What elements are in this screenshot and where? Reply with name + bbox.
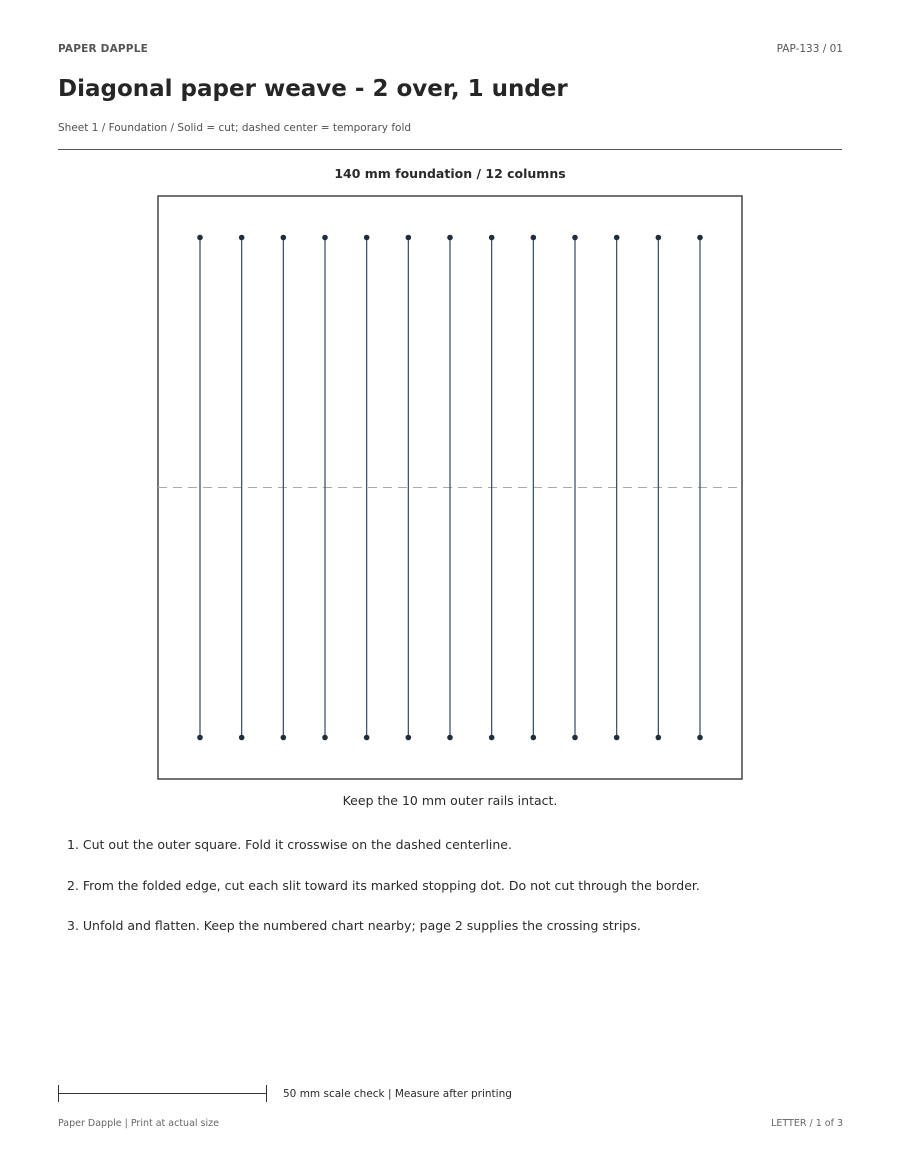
slit-stop-dot-12-bottom <box>656 735 662 741</box>
figure-title: 140 mm foundation / 12 columns <box>334 166 566 181</box>
figure-caption: Keep the 10 mm outer rails intact. <box>342 793 558 808</box>
slit-stop-dot-11-bottom <box>614 735 620 741</box>
scale-bar-line <box>58 1093 267 1094</box>
page-subtitle: Sheet 1 / Foundation / Solid = cut; dashed center = temporary fold <box>58 122 412 134</box>
slit-stop-dot-12-top <box>656 235 662 241</box>
slit-stop-dot-3-top <box>281 235 287 241</box>
slit-stop-dot-7-top <box>447 235 453 241</box>
slit-stop-dot-6-bottom <box>406 735 412 741</box>
slit-stop-dot-4-top <box>322 235 328 241</box>
instruction-step-2: 2. From the folded edge, cut each slit toward its marked stopping dot. Do not cut through the border. <box>67 877 700 893</box>
slit-stop-dot-13-top <box>697 235 703 241</box>
slit-stop-dot-9-bottom <box>531 735 537 741</box>
slit-stop-dot-7-bottom <box>447 735 453 741</box>
footer-page-info: LETTER / 1 of 3 <box>771 1118 843 1129</box>
instruction-step-1: 1. Cut out the outer square. Fold it crosswise on the dashed centerline. <box>67 837 512 852</box>
slit-stop-dot-3-bottom <box>281 735 287 741</box>
scale-check-label: 50 mm scale check | Measure after printing <box>283 1088 512 1100</box>
slit-stop-dot-4-bottom <box>322 735 328 741</box>
slit-stop-dot-1-top <box>197 235 203 241</box>
slit-stop-dot-2-bottom <box>239 735 245 741</box>
scale-bar-right-tick <box>266 1085 267 1102</box>
brand-name: PAPER DAPPLE <box>58 43 148 55</box>
slit-stop-dot-6-top <box>406 235 412 241</box>
scale-check-bar <box>58 1085 267 1102</box>
slit-stop-dot-11-top <box>614 235 620 241</box>
slit-stop-dot-1-bottom <box>197 735 203 741</box>
slit-stop-dot-2-top <box>239 235 245 241</box>
document-id: PAP-133 / 01 <box>776 43 843 55</box>
slit-stop-dot-10-top <box>572 235 578 241</box>
slit-stop-dot-8-bottom <box>489 735 495 741</box>
slit-stop-dot-5-bottom <box>364 735 370 741</box>
slit-stop-dot-10-bottom <box>572 735 578 741</box>
page-title: Diagonal paper weave - 2 over, 1 under <box>58 76 568 102</box>
slit-stop-dot-13-bottom <box>697 735 703 741</box>
slit-stop-dot-5-top <box>364 235 370 241</box>
instruction-step-3: 3. Unfold and flatten. Keep the numbered chart nearby; page 2 supplies the crossing strips. <box>67 918 641 933</box>
instruction-list <box>67 837 700 959</box>
slit-stop-dot-9-top <box>531 235 537 241</box>
footer-note: Paper Dapple | Print at actual size <box>58 1118 219 1129</box>
slit-stop-dot-8-top <box>489 235 495 241</box>
